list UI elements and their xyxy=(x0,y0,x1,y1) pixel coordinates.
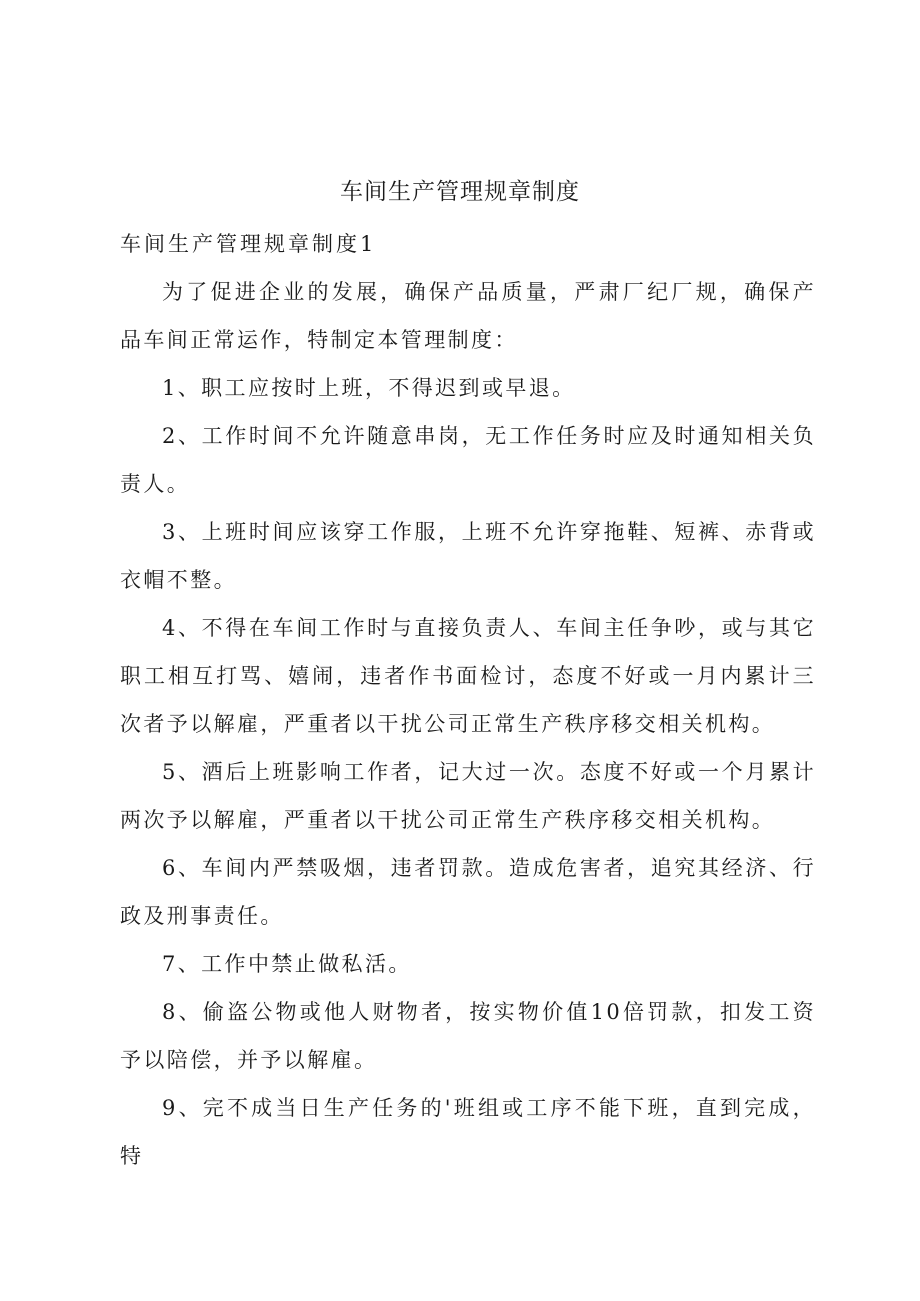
rule-4: 4、不得在车间工作时与直接负责人、车间主任争吵，或与其它职工相互打骂、嬉闹，违者作书面检讨，态度不好或一月内累计三次者予以解雇，严重者以干扰公司正常生产秩序移交相关机构。 xyxy=(120,616,816,736)
rule-1: 1、职工应按时上班，不得迟到或早退。 xyxy=(162,376,576,400)
document-body xyxy=(120,268,816,1180)
intro-paragraph: 为了促进企业的发展，确保产品质量，严肃厂纪厂规，确保产品车间正常运作，特制定本管理制度： xyxy=(120,280,816,352)
rule-9: 9、完不成当日生产任务的'班组或工序不能下班，直到完成，特 xyxy=(120,1096,816,1168)
rule-6: 6、车间内严禁吸烟，违者罚款。造成危害者，追究其经济、行政及刑事责任。 xyxy=(120,856,816,928)
document-title: 车间生产管理规章制度 xyxy=(340,179,580,205)
rule-3: 3、上班时间应该穿工作服，上班不允许穿拖鞋、短裤、赤背或衣帽不整。 xyxy=(120,520,816,592)
rule-7: 7、工作中禁止做私活。 xyxy=(162,952,412,976)
section-heading: 车间生产管理规章制度1 xyxy=(120,232,377,256)
rule-2: 2、工作时间不允许随意串岗，无工作任务时应及时通知相关负责人。 xyxy=(120,424,816,496)
rule-5: 5、酒后上班影响工作者，记大过一次。态度不好或一个月累计两次予以解雇，严重者以干扰公司正常生产秩序移交相关机构。 xyxy=(120,760,816,832)
rule-8: 8、偷盗公物或他人财物者，按实物价值10倍罚款，扣发工资予以陪偿，并予以解雇。 xyxy=(120,1000,816,1072)
